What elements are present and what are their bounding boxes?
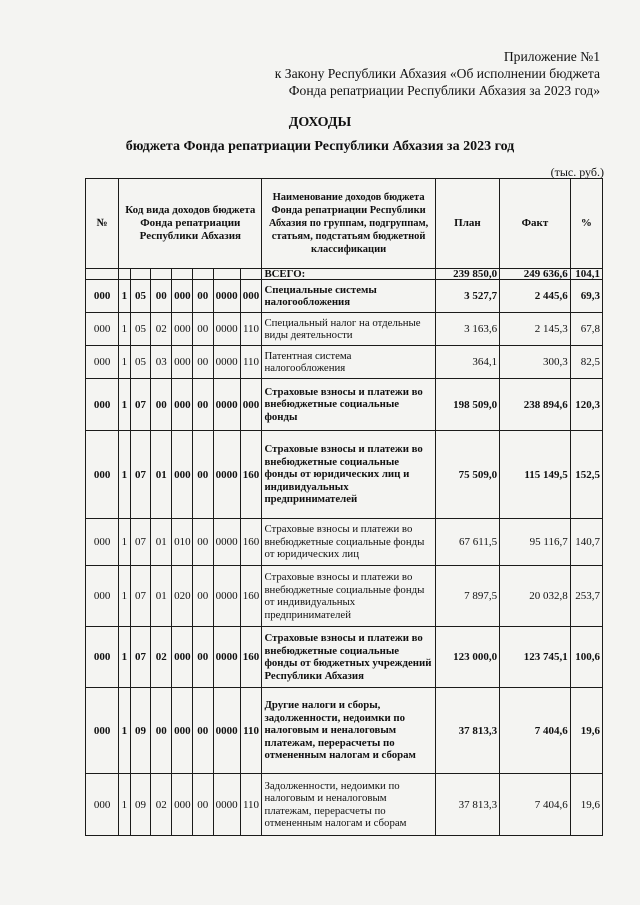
row-plan: 37 813,3 bbox=[435, 688, 499, 774]
code-program-cell: 0000 bbox=[213, 688, 240, 774]
code-economic-cell: 000 bbox=[240, 379, 262, 431]
row-name: Страховые взносы и платежи во внебюджетные социальные фонды от юридических лиц bbox=[262, 519, 435, 566]
code-program-cell: 0000 bbox=[213, 519, 240, 566]
code-group-cell: 1 bbox=[119, 519, 130, 566]
code-group-cell: 1 bbox=[119, 688, 130, 774]
code-admin-cell: 000 bbox=[86, 688, 119, 774]
appendix-header bbox=[275, 48, 600, 99]
row-percent: 69,3 bbox=[570, 280, 602, 313]
row-plan: 198 509,0 bbox=[435, 379, 499, 431]
table-row bbox=[86, 379, 603, 431]
code-subarticle-cell: 000 bbox=[172, 688, 193, 774]
row-plan: 7 897,5 bbox=[435, 566, 499, 627]
row-percent: 140,7 bbox=[570, 519, 602, 566]
table-row bbox=[86, 774, 603, 836]
code-group-cell: 1 bbox=[119, 346, 130, 379]
code-program-cell: 0000 bbox=[213, 379, 240, 431]
code-subgroup-cell: 07 bbox=[130, 566, 151, 627]
table-row bbox=[86, 519, 603, 566]
code-economic-cell: 160 bbox=[240, 627, 262, 688]
row-fact: 115 149,5 bbox=[500, 431, 571, 519]
code-subgroup-cell: 09 bbox=[130, 774, 151, 836]
title-main: ДОХОДЫ bbox=[288, 115, 352, 130]
row-plan: 3 527,7 bbox=[435, 280, 499, 313]
code-subarticle-cell: 020 bbox=[172, 566, 193, 627]
row-name: Страховые взносы и платежи во внебюджетные социальные фонды от бюджетных учреждений Республики Абхазия bbox=[262, 627, 435, 688]
code-article-cell: 02 bbox=[151, 627, 172, 688]
code-element-cell: 00 bbox=[192, 627, 213, 688]
code-economic-cell: 110 bbox=[240, 774, 262, 836]
code-article-cell: 00 bbox=[151, 280, 172, 313]
code-admin-cell: 000 bbox=[86, 627, 119, 688]
row-fact: 300,3 bbox=[500, 346, 571, 379]
code-subgroup-cell: 05 bbox=[130, 346, 151, 379]
code-article-cell: 01 bbox=[151, 431, 172, 519]
code-article-cell: 01 bbox=[151, 519, 172, 566]
code-group-cell: 1 bbox=[119, 566, 130, 627]
code-element-cell: 00 bbox=[192, 519, 213, 566]
code-article-cell: 01 bbox=[151, 566, 172, 627]
total-cell bbox=[119, 269, 130, 280]
row-percent: 253,7 bbox=[570, 566, 602, 627]
row-percent: 82,5 bbox=[570, 346, 602, 379]
total-label: ВСЕГО: bbox=[262, 269, 435, 280]
row-name: Страховые взносы и платежи во внебюджетные социальные фонды bbox=[262, 379, 435, 431]
header-percent: % bbox=[570, 179, 602, 269]
row-fact: 95 116,7 bbox=[500, 519, 571, 566]
row-name: Страховые взносы и платежи во внебюджетные социальные фонды от индивидуальных предпринимателей bbox=[262, 566, 435, 627]
code-subarticle-cell: 000 bbox=[172, 313, 193, 346]
row-name: Патентная система налогообложения bbox=[262, 346, 435, 379]
code-group-cell: 1 bbox=[119, 627, 130, 688]
code-element-cell: 00 bbox=[192, 313, 213, 346]
code-subgroup-cell: 09 bbox=[130, 688, 151, 774]
row-fact: 7 404,6 bbox=[500, 688, 571, 774]
code-admin-cell: 000 bbox=[86, 431, 119, 519]
table-row bbox=[86, 627, 603, 688]
table-row bbox=[86, 688, 603, 774]
code-element-cell: 00 bbox=[192, 566, 213, 627]
code-admin-cell: 000 bbox=[86, 379, 119, 431]
header-name: Наименование доходов бюджета Фонда репатриации Республики Абхазия по группам, подгруппам, статьям, подстатьям бюджетной классификации bbox=[262, 179, 435, 269]
code-program-cell: 0000 bbox=[213, 774, 240, 836]
code-subgroup-cell: 07 bbox=[130, 627, 151, 688]
code-economic-cell: 110 bbox=[240, 688, 262, 774]
row-fact: 7 404,6 bbox=[500, 774, 571, 836]
revenue-table bbox=[85, 178, 603, 836]
row-name: Специальные системы налогообложения bbox=[262, 280, 435, 313]
row-percent: 100,6 bbox=[570, 627, 602, 688]
code-article-cell: 02 bbox=[151, 313, 172, 346]
code-subgroup-cell: 07 bbox=[130, 431, 151, 519]
code-element-cell: 00 bbox=[192, 346, 213, 379]
code-element-cell: 00 bbox=[192, 774, 213, 836]
total-cell bbox=[213, 269, 240, 280]
table-body bbox=[86, 269, 603, 836]
code-program-cell: 0000 bbox=[213, 431, 240, 519]
code-subarticle-cell: 000 bbox=[172, 346, 193, 379]
row-plan: 123 000,0 bbox=[435, 627, 499, 688]
row-plan: 3 163,6 bbox=[435, 313, 499, 346]
header-number: № bbox=[86, 179, 119, 269]
code-economic-cell: 110 bbox=[240, 313, 262, 346]
total-row bbox=[86, 269, 603, 280]
code-admin-cell: 000 bbox=[86, 313, 119, 346]
code-program-cell: 0000 bbox=[213, 627, 240, 688]
total-cell bbox=[151, 269, 172, 280]
code-group-cell: 1 bbox=[119, 431, 130, 519]
header-code: Код вида доходов бюджета Фонда репатриации Республики Абхазия bbox=[119, 179, 262, 269]
row-plan: 364,1 bbox=[435, 346, 499, 379]
table-row bbox=[86, 566, 603, 627]
table-row bbox=[86, 346, 603, 379]
code-subgroup-cell: 05 bbox=[130, 280, 151, 313]
total-cell bbox=[86, 269, 119, 280]
code-group-cell: 1 bbox=[119, 280, 130, 313]
row-name: Другие налоги и сборы, задолженности, недоимки по налоговым и неналоговым платежам, перерасчеты по отмененным налогам и сборам bbox=[262, 688, 435, 774]
row-percent: 120,3 bbox=[570, 379, 602, 431]
code-subarticle-cell: 010 bbox=[172, 519, 193, 566]
row-percent: 67,8 bbox=[570, 313, 602, 346]
document-title bbox=[0, 114, 640, 156]
row-fact: 20 032,8 bbox=[500, 566, 571, 627]
row-fact: 2 145,3 bbox=[500, 313, 571, 346]
units-label: (тыс. руб.) bbox=[550, 165, 604, 179]
code-admin-cell: 000 bbox=[86, 346, 119, 379]
row-fact: 238 894,6 bbox=[500, 379, 571, 431]
code-admin-cell: 000 bbox=[86, 519, 119, 566]
row-name: Специальный налог на отдельные виды деятельности bbox=[262, 313, 435, 346]
code-program-cell: 0000 bbox=[213, 346, 240, 379]
header-plan: План bbox=[435, 179, 499, 269]
code-element-cell: 00 bbox=[192, 280, 213, 313]
total-plan: 239 850,0 bbox=[435, 269, 499, 280]
code-article-cell: 00 bbox=[151, 688, 172, 774]
appendix-line-3: Фонда репатриации Республики Абхазия за 2023 год» bbox=[288, 83, 600, 98]
title-sub: бюджета Фонда репатриации Республики Абхазия за 2023 год bbox=[125, 139, 515, 154]
row-percent: 19,6 bbox=[570, 688, 602, 774]
total-cell bbox=[172, 269, 193, 280]
row-fact: 2 445,6 bbox=[500, 280, 571, 313]
code-admin-cell: 000 bbox=[86, 566, 119, 627]
code-group-cell: 1 bbox=[119, 379, 130, 431]
code-group-cell: 1 bbox=[119, 774, 130, 836]
code-article-cell: 02 bbox=[151, 774, 172, 836]
appendix-line-2: к Закону Республики Абхазия «Об исполнении бюджета bbox=[274, 66, 600, 81]
row-plan: 67 611,5 bbox=[435, 519, 499, 566]
row-plan: 37 813,3 bbox=[435, 774, 499, 836]
table-row bbox=[86, 280, 603, 313]
code-admin-cell: 000 bbox=[86, 774, 119, 836]
code-program-cell: 0000 bbox=[213, 313, 240, 346]
row-name: Задолженности, недоимки по налоговым и неналоговым платежам, перерасчеты по отмененным налогам и сборам bbox=[262, 774, 435, 836]
row-plan: 75 509,0 bbox=[435, 431, 499, 519]
code-admin-cell: 000 bbox=[86, 280, 119, 313]
code-subarticle-cell: 000 bbox=[172, 627, 193, 688]
total-percent: 104,1 bbox=[570, 269, 602, 280]
table-row bbox=[86, 313, 603, 346]
code-economic-cell: 160 bbox=[240, 519, 262, 566]
code-subgroup-cell: 05 bbox=[130, 313, 151, 346]
code-subgroup-cell: 07 bbox=[130, 379, 151, 431]
row-percent: 152,5 bbox=[570, 431, 602, 519]
code-element-cell: 00 bbox=[192, 431, 213, 519]
code-subgroup-cell: 07 bbox=[130, 519, 151, 566]
header-fact: Факт bbox=[500, 179, 571, 269]
total-cell bbox=[240, 269, 262, 280]
code-subarticle-cell: 000 bbox=[172, 431, 193, 519]
code-economic-cell: 160 bbox=[240, 566, 262, 627]
row-percent: 19,6 bbox=[570, 774, 602, 836]
code-subarticle-cell: 000 bbox=[172, 280, 193, 313]
row-name: Страховые взносы и платежи во внебюджетные социальные фонды от юридических лиц и индивидуальных предпринимателей bbox=[262, 431, 435, 519]
total-fact: 249 636,6 bbox=[500, 269, 571, 280]
row-fact: 123 745,1 bbox=[500, 627, 571, 688]
code-program-cell: 0000 bbox=[213, 566, 240, 627]
code-element-cell: 00 bbox=[192, 688, 213, 774]
code-program-cell: 0000 bbox=[213, 280, 240, 313]
code-subarticle-cell: 000 bbox=[172, 774, 193, 836]
code-article-cell: 00 bbox=[151, 379, 172, 431]
code-subarticle-cell: 000 bbox=[172, 379, 193, 431]
table-row bbox=[86, 431, 603, 519]
total-cell bbox=[130, 269, 151, 280]
code-economic-cell: 110 bbox=[240, 346, 262, 379]
code-economic-cell: 160 bbox=[240, 431, 262, 519]
total-cell bbox=[192, 269, 213, 280]
code-article-cell: 03 bbox=[151, 346, 172, 379]
code-element-cell: 00 bbox=[192, 379, 213, 431]
code-group-cell: 1 bbox=[119, 313, 130, 346]
appendix-line-1: Приложение №1 bbox=[503, 49, 600, 64]
code-economic-cell: 000 bbox=[240, 280, 262, 313]
